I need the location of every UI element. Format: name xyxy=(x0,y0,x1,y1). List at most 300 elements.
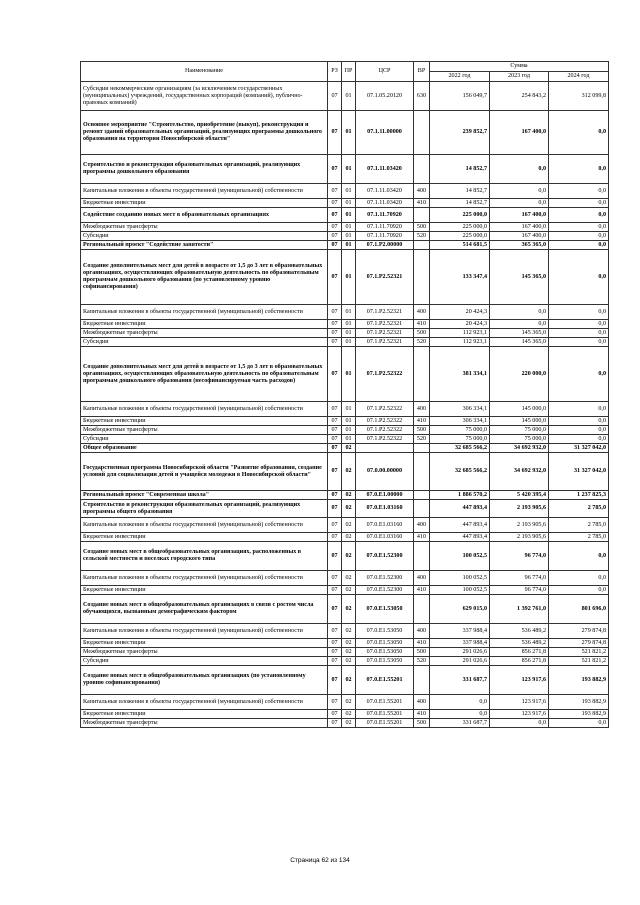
row-rz: 07 xyxy=(328,624,342,639)
row-name: Бюджетные инвестиции xyxy=(81,639,328,648)
row-rz: 07 xyxy=(328,444,342,453)
row-csr: 07.0.E1.53050 xyxy=(356,639,414,648)
row-vr xyxy=(414,250,430,305)
row-rz: 07 xyxy=(328,305,342,320)
row-pr: 01 xyxy=(342,402,356,417)
row-name: Субсидии xyxy=(81,657,328,666)
row-vr xyxy=(414,444,430,453)
row-rz: 07 xyxy=(328,241,342,250)
row-pr: 01 xyxy=(342,184,356,199)
row-csr: 07.1.11.03420 xyxy=(356,184,414,199)
row-rz: 07 xyxy=(328,402,342,417)
row-amount-2022: 14 852,7 xyxy=(430,155,490,184)
row-amount-2022: 337 988,4 xyxy=(430,639,490,648)
row-amount-2024: 2 785,0 xyxy=(549,518,609,533)
row-amount-2023: 536 489,2 xyxy=(490,624,549,639)
row-vr xyxy=(414,208,430,223)
row-name: Межбюджетные трансферты xyxy=(81,329,328,338)
row-rz: 07 xyxy=(328,500,342,518)
row-pr: 02 xyxy=(342,453,356,491)
row-rz: 07 xyxy=(328,542,342,571)
row-amount-2023: 0,0 xyxy=(490,199,549,208)
row-amount-2023: 167 400,0 xyxy=(490,223,549,232)
row-amount-2022: 514 681,5 xyxy=(430,241,490,250)
row-amount-2022: 291 026,6 xyxy=(430,657,490,666)
row-amount-2023: 96 774,0 xyxy=(490,571,549,586)
row-name: Капитальные вложения в объекты государственной (муниципальной) собственности xyxy=(81,402,328,417)
row-amount-2023: 856 271,8 xyxy=(490,648,549,657)
row-name: Межбюджетные трансферты xyxy=(81,719,328,728)
row-vr: 400 xyxy=(414,402,430,417)
row-name: Региональный проект "Содействие занятости" xyxy=(81,241,328,250)
table-body xyxy=(81,82,609,728)
row-pr: 01 xyxy=(342,223,356,232)
row-amount-2024: 0,0 xyxy=(549,199,609,208)
row-vr xyxy=(414,155,430,184)
row-csr: 07.0.E1.03160 xyxy=(356,533,414,542)
row-pr: 02 xyxy=(342,695,356,710)
row-rz: 07 xyxy=(328,586,342,595)
row-name: Капитальные вложения в объекты государственной (муниципальной) собственности xyxy=(81,184,328,199)
row-csr: 07.1.P2.52321 xyxy=(356,329,414,338)
row-rz: 07 xyxy=(328,695,342,710)
header-csr: ЦСР xyxy=(356,62,414,82)
row-rz: 07 xyxy=(328,111,342,155)
row-vr: 520 xyxy=(414,435,430,444)
row-vr: 400 xyxy=(414,571,430,586)
row-amount-2023: 167 400,0 xyxy=(490,111,549,155)
row-amount-2022: 20 424,3 xyxy=(430,320,490,329)
row-amount-2024: 0,0 xyxy=(549,338,609,347)
row-amount-2024: 0,0 xyxy=(549,435,609,444)
row-rz: 07 xyxy=(328,453,342,491)
row-amount-2022: 0,0 xyxy=(430,695,490,710)
row-name: Создание новых мест в общеобразовательных организациях, расположенных в сельской местности и поселках городского типа xyxy=(81,542,328,571)
row-vr: 410 xyxy=(414,710,430,719)
row-vr: 400 xyxy=(414,695,430,710)
table-row xyxy=(81,710,609,719)
row-amount-2023: 365 365,0 xyxy=(490,241,549,250)
row-amount-2024: 2 785,0 xyxy=(549,500,609,518)
row-csr: 07.0.E1.53050 xyxy=(356,595,414,624)
row-amount-2022: 14 852,7 xyxy=(430,184,490,199)
row-csr: 07.0.E1.55201 xyxy=(356,719,414,728)
row-pr: 02 xyxy=(342,533,356,542)
row-amount-2024: 279 874,8 xyxy=(549,624,609,639)
row-pr: 02 xyxy=(342,639,356,648)
table-row xyxy=(81,453,609,491)
table-row xyxy=(81,155,609,184)
row-name: Государственная программа Новосибирской области "Развитие образования, создание условий для социализации детей и учащейся молодежи в Новосибирской области" xyxy=(81,453,328,491)
row-vr xyxy=(414,241,430,250)
row-csr: 07.0.E1.03160 xyxy=(356,500,414,518)
row-rz: 07 xyxy=(328,666,342,695)
row-rz: 07 xyxy=(328,639,342,648)
row-csr: 07.1.P2.52321 xyxy=(356,305,414,320)
row-amount-2023: 123 917,6 xyxy=(490,666,549,695)
row-amount-2022: 133 347,4 xyxy=(430,250,490,305)
row-rz: 07 xyxy=(328,347,342,402)
row-amount-2022: 381 334,1 xyxy=(430,347,490,402)
row-amount-2022: 331 687,7 xyxy=(430,719,490,728)
row-rz: 07 xyxy=(328,184,342,199)
row-csr: 07.1.P2.52322 xyxy=(356,435,414,444)
row-amount-2024: 0,0 xyxy=(549,329,609,338)
row-pr: 01 xyxy=(342,320,356,329)
table-row xyxy=(81,648,609,657)
row-amount-2024: 1 237 825,3 xyxy=(549,491,609,500)
page-number: Страница 62 из 134 xyxy=(290,857,350,864)
row-vr: 520 xyxy=(414,657,430,666)
row-amount-2022: 629 015,0 xyxy=(430,595,490,624)
row-amount-2024: 312 099,8 xyxy=(549,82,609,111)
row-name: Строительство и реконструкция образовательных организаций, реализующих программы дошкольного образования xyxy=(81,155,328,184)
row-vr: 410 xyxy=(414,639,430,648)
row-pr: 02 xyxy=(342,491,356,500)
row-rz: 07 xyxy=(328,435,342,444)
row-pr: 01 xyxy=(342,347,356,402)
row-amount-2023: 145 365,0 xyxy=(490,329,549,338)
row-amount-2022: 20 424,3 xyxy=(430,305,490,320)
row-amount-2023: 0,0 xyxy=(490,719,549,728)
row-amount-2023: 2 193 905,6 xyxy=(490,518,549,533)
row-csr: 07.0.E1.53050 xyxy=(356,648,414,657)
row-amount-2022: 447 893,4 xyxy=(430,518,490,533)
row-csr: 07.1.P2.52321 xyxy=(356,338,414,347)
row-csr: 07.0.E1.55201 xyxy=(356,710,414,719)
row-amount-2024: 0,0 xyxy=(549,232,609,241)
row-pr: 01 xyxy=(342,417,356,426)
row-vr: 630 xyxy=(414,82,430,111)
row-vr: 400 xyxy=(414,624,430,639)
row-pr: 02 xyxy=(342,648,356,657)
table-row xyxy=(81,595,609,624)
row-vr xyxy=(414,500,430,518)
row-amount-2022: 225 000,0 xyxy=(430,232,490,241)
row-amount-2023: 0,0 xyxy=(490,184,549,199)
row-amount-2024: 0,0 xyxy=(549,223,609,232)
header-name: Наименование xyxy=(81,62,328,82)
row-rz: 07 xyxy=(328,338,342,347)
row-vr: 500 xyxy=(414,648,430,657)
row-rz: 07 xyxy=(328,232,342,241)
row-pr: 02 xyxy=(342,500,356,518)
row-amount-2023: 254 843,2 xyxy=(490,82,549,111)
row-rz: 07 xyxy=(328,417,342,426)
row-amount-2023: 75 000,0 xyxy=(490,426,549,435)
table-row xyxy=(81,542,609,571)
row-amount-2024: 31 327 042,0 xyxy=(549,444,609,453)
row-name: Региональный проект "Современная школа" xyxy=(81,491,328,500)
row-amount-2023: 145 000,0 xyxy=(490,402,549,417)
row-vr xyxy=(414,542,430,571)
row-name: Бюджетные инвестиции xyxy=(81,533,328,542)
row-amount-2023: 1 392 761,0 xyxy=(490,595,549,624)
row-name: Бюджетные инвестиции xyxy=(81,417,328,426)
row-pr: 02 xyxy=(342,571,356,586)
row-vr: 520 xyxy=(414,232,430,241)
row-amount-2024: 0,0 xyxy=(549,155,609,184)
row-amount-2024: 279 874,8 xyxy=(549,639,609,648)
row-amount-2022: 75 000,0 xyxy=(430,435,490,444)
table-row xyxy=(81,666,609,695)
row-amount-2023: 145 365,0 xyxy=(490,250,549,305)
row-amount-2023: 536 489,2 xyxy=(490,639,549,648)
table-row xyxy=(81,223,609,232)
row-name: Создание новых мест в общеобразовательных организациях в связи с ростом числа обучающихся, вызванным демографическим фактором xyxy=(81,595,328,624)
row-name: Бюджетные инвестиции xyxy=(81,586,328,595)
row-vr: 500 xyxy=(414,426,430,435)
table-row xyxy=(81,111,609,155)
row-amount-2023: 145 365,0 xyxy=(490,338,549,347)
row-rz: 07 xyxy=(328,533,342,542)
row-rz: 07 xyxy=(328,82,342,111)
row-pr: 01 xyxy=(342,338,356,347)
row-name: Капитальные вложения в объекты государственной (муниципальной) собственности xyxy=(81,695,328,710)
row-amount-2022: 447 893,4 xyxy=(430,500,490,518)
header-pr: ПР xyxy=(342,62,356,82)
row-amount-2023: 96 774,0 xyxy=(490,542,549,571)
row-rz: 07 xyxy=(328,719,342,728)
row-pr: 02 xyxy=(342,624,356,639)
row-amount-2022: 337 988,4 xyxy=(430,624,490,639)
row-amount-2023: 75 000,0 xyxy=(490,435,549,444)
row-amount-2022: 225 000,0 xyxy=(430,208,490,223)
table-row xyxy=(81,250,609,305)
row-vr: 400 xyxy=(414,184,430,199)
row-amount-2023: 2 193 905,6 xyxy=(490,500,549,518)
row-amount-2024: 0,0 xyxy=(549,586,609,595)
table-row xyxy=(81,184,609,199)
row-amount-2023: 96 774,0 xyxy=(490,586,549,595)
row-csr: 07.1.05.20120 xyxy=(356,82,414,111)
row-amount-2024: 0,0 xyxy=(549,542,609,571)
row-amount-2024: 0,0 xyxy=(549,111,609,155)
row-pr: 01 xyxy=(342,111,356,155)
row-vr: 520 xyxy=(414,338,430,347)
table-row xyxy=(81,199,609,208)
row-amount-2022: 100 052,5 xyxy=(430,542,490,571)
table-row xyxy=(81,338,609,347)
row-name: Капитальные вложения в объекты государственной (муниципальной) собственности xyxy=(81,624,328,639)
table-row xyxy=(81,444,609,453)
row-csr xyxy=(356,444,414,453)
row-amount-2024: 521 821,2 xyxy=(549,657,609,666)
row-name: Создание дополнительных мест для детей в возрасте от 1,5 до 3 лет в образовательных организациях, осуществляющих образовательную деятельность по образовательным программам дошкольного образования (по установленному уровню софинансирования) xyxy=(81,250,328,305)
table-row xyxy=(81,82,609,111)
row-pr: 01 xyxy=(342,232,356,241)
row-amount-2024: 193 882,9 xyxy=(549,710,609,719)
row-amount-2024: 0,0 xyxy=(549,426,609,435)
row-amount-2023: 145 000,0 xyxy=(490,417,549,426)
row-amount-2023: 123 917,6 xyxy=(490,710,549,719)
row-amount-2024: 0,0 xyxy=(549,250,609,305)
row-csr: 07.0.E1.03160 xyxy=(356,518,414,533)
table-row xyxy=(81,533,609,542)
row-name: Субсидии некоммерческим организациям (за исключением государственных (муниципальных) учреждений, государственных корпораций (компаний), публично-правовых компаний) xyxy=(81,82,328,111)
row-amount-2022: 14 852,7 xyxy=(430,199,490,208)
header-vr: ВР xyxy=(414,62,430,82)
row-rz: 07 xyxy=(328,320,342,329)
row-pr: 02 xyxy=(342,444,356,453)
row-csr: 07.0.E1.55201 xyxy=(356,666,414,695)
row-amount-2022: 447 893,4 xyxy=(430,533,490,542)
row-amount-2023: 220 000,0 xyxy=(490,347,549,402)
row-name: Субсидии xyxy=(81,338,328,347)
header-rz: РЗ xyxy=(328,62,342,82)
row-amount-2024: 193 882,9 xyxy=(549,666,609,695)
row-csr: 07.0.E1.53050 xyxy=(356,624,414,639)
row-csr: 07.1.11.70920 xyxy=(356,208,414,223)
row-csr: 07.1.P2.52322 xyxy=(356,347,414,402)
row-pr: 01 xyxy=(342,82,356,111)
row-csr: 07.1.11.70920 xyxy=(356,223,414,232)
row-name: Создание новых мест в общеобразовательных организациях (по установленному уровню софинансирования) xyxy=(81,666,328,695)
table-row xyxy=(81,305,609,320)
table-row xyxy=(81,586,609,595)
header-sum: Сумма xyxy=(430,62,609,72)
row-csr: 07.1.P2.52322 xyxy=(356,402,414,417)
row-amount-2024: 31 327 042,0 xyxy=(549,453,609,491)
table-row xyxy=(81,320,609,329)
table-row xyxy=(81,657,609,666)
row-csr: 07.0.E1.52300 xyxy=(356,542,414,571)
row-name: Бюджетные инвестиции xyxy=(81,710,328,719)
row-amount-2022: 112 923,1 xyxy=(430,338,490,347)
row-rz: 07 xyxy=(328,710,342,719)
row-amount-2022: 1 886 570,2 xyxy=(430,491,490,500)
row-amount-2023: 2 193 905,6 xyxy=(490,533,549,542)
row-pr: 01 xyxy=(342,329,356,338)
row-rz: 07 xyxy=(328,223,342,232)
row-amount-2024: 0,0 xyxy=(549,184,609,199)
row-name: Основное мероприятие "Строительство, приобретение (выкуп), реконструкция и ремонт зданий образовательных организаций, реализующих программы дошкольного образования на территории Новосибирской области" xyxy=(81,111,328,155)
row-csr: 07.1.P2.52321 xyxy=(356,250,414,305)
row-pr: 01 xyxy=(342,199,356,208)
row-amount-2022: 32 685 566,2 xyxy=(430,453,490,491)
row-amount-2023: 856 271,8 xyxy=(490,657,549,666)
row-vr xyxy=(414,491,430,500)
row-amount-2022: 0,0 xyxy=(430,710,490,719)
row-pr: 01 xyxy=(342,305,356,320)
row-amount-2024: 0,0 xyxy=(549,417,609,426)
row-amount-2023: 123 917,6 xyxy=(490,695,549,710)
row-amount-2023: 0,0 xyxy=(490,155,549,184)
row-name: Межбюджетные трансферты xyxy=(81,426,328,435)
row-pr: 02 xyxy=(342,666,356,695)
row-amount-2024: 0,0 xyxy=(549,320,609,329)
row-name: Субсидии xyxy=(81,232,328,241)
row-rz: 07 xyxy=(328,595,342,624)
table-row xyxy=(81,624,609,639)
budget-table xyxy=(80,61,609,728)
row-amount-2024: 0,0 xyxy=(549,719,609,728)
row-name: Строительство и реконструкция образовательных организаций, реализующих программы общего образования xyxy=(81,500,328,518)
row-amount-2024: 801 696,0 xyxy=(549,595,609,624)
row-csr: 07.1.P2.52322 xyxy=(356,426,414,435)
row-amount-2024: 2 785,0 xyxy=(549,533,609,542)
row-name: Создание дополнительных мест для детей в возрасте от 1,5 до 3 лет в образовательных организациях, осуществляющих образовательную деятельность по образовательным программам дошкольного образования (несофинансируемая часть расходов) xyxy=(81,347,328,402)
row-csr: 07.1.11.03420 xyxy=(356,155,414,184)
header-year-2024: 2024 год xyxy=(549,72,609,82)
row-pr: 01 xyxy=(342,155,356,184)
row-vr: 410 xyxy=(414,320,430,329)
row-vr xyxy=(414,111,430,155)
row-vr xyxy=(414,453,430,491)
table-row xyxy=(81,417,609,426)
row-pr: 01 xyxy=(342,435,356,444)
row-csr: 07.1.P2.52321 xyxy=(356,320,414,329)
row-vr: 500 xyxy=(414,223,430,232)
row-pr: 02 xyxy=(342,719,356,728)
row-amount-2024: 193 882,9 xyxy=(549,695,609,710)
row-csr: 07.0.E1.00000 xyxy=(356,491,414,500)
row-csr: 07.0.E1.52300 xyxy=(356,586,414,595)
table-row xyxy=(81,426,609,435)
row-amount-2023: 167 400,0 xyxy=(490,232,549,241)
table-row xyxy=(81,347,609,402)
row-amount-2024: 0,0 xyxy=(549,571,609,586)
row-rz: 07 xyxy=(328,199,342,208)
row-csr: 07.1.P2.52322 xyxy=(356,417,414,426)
header-year-2022: 2022 год xyxy=(430,72,490,82)
table-row xyxy=(81,241,609,250)
row-amount-2024: 0,0 xyxy=(549,241,609,250)
row-name: Бюджетные инвестиции xyxy=(81,320,328,329)
row-amount-2022: 331 687,7 xyxy=(430,666,490,695)
row-pr: 01 xyxy=(342,208,356,223)
row-vr: 410 xyxy=(414,417,430,426)
row-vr: 410 xyxy=(414,533,430,542)
table-row xyxy=(81,208,609,223)
table-row xyxy=(81,232,609,241)
row-pr: 01 xyxy=(342,241,356,250)
row-pr: 02 xyxy=(342,586,356,595)
row-amount-2022: 112 923,1 xyxy=(430,329,490,338)
row-name: Межбюджетные трансферты xyxy=(81,648,328,657)
row-name: Капитальные вложения в объекты государственной (муниципальной) собственности xyxy=(81,571,328,586)
table-row xyxy=(81,491,609,500)
row-vr: 400 xyxy=(414,518,430,533)
table-row xyxy=(81,329,609,338)
table-row xyxy=(81,639,609,648)
row-rz: 07 xyxy=(328,571,342,586)
row-name: Капитальные вложения в объекты государственной (муниципальной) собственности xyxy=(81,518,328,533)
row-amount-2023: 34 692 932,0 xyxy=(490,453,549,491)
row-vr: 500 xyxy=(414,329,430,338)
row-rz: 07 xyxy=(328,208,342,223)
row-csr: 07.1.P2.00000 xyxy=(356,241,414,250)
table-row xyxy=(81,571,609,586)
row-vr: 500 xyxy=(414,719,430,728)
row-pr: 02 xyxy=(342,657,356,666)
row-rz: 07 xyxy=(328,329,342,338)
row-pr: 01 xyxy=(342,426,356,435)
row-vr xyxy=(414,666,430,695)
row-rz: 07 xyxy=(328,657,342,666)
row-vr: 410 xyxy=(414,586,430,595)
row-name: Содействие созданию новых мест в образовательных организациях xyxy=(81,208,328,223)
header-year-2023: 2023 год xyxy=(490,72,549,82)
row-name: Общее образование xyxy=(81,444,328,453)
table-row xyxy=(81,719,609,728)
row-vr xyxy=(414,347,430,402)
row-csr: 07.1.11.70920 xyxy=(356,232,414,241)
row-amount-2023: 5 420 395,4 xyxy=(490,491,549,500)
row-pr: 02 xyxy=(342,710,356,719)
row-name: Межбюджетные трансферты xyxy=(81,223,328,232)
row-amount-2022: 75 000,0 xyxy=(430,426,490,435)
